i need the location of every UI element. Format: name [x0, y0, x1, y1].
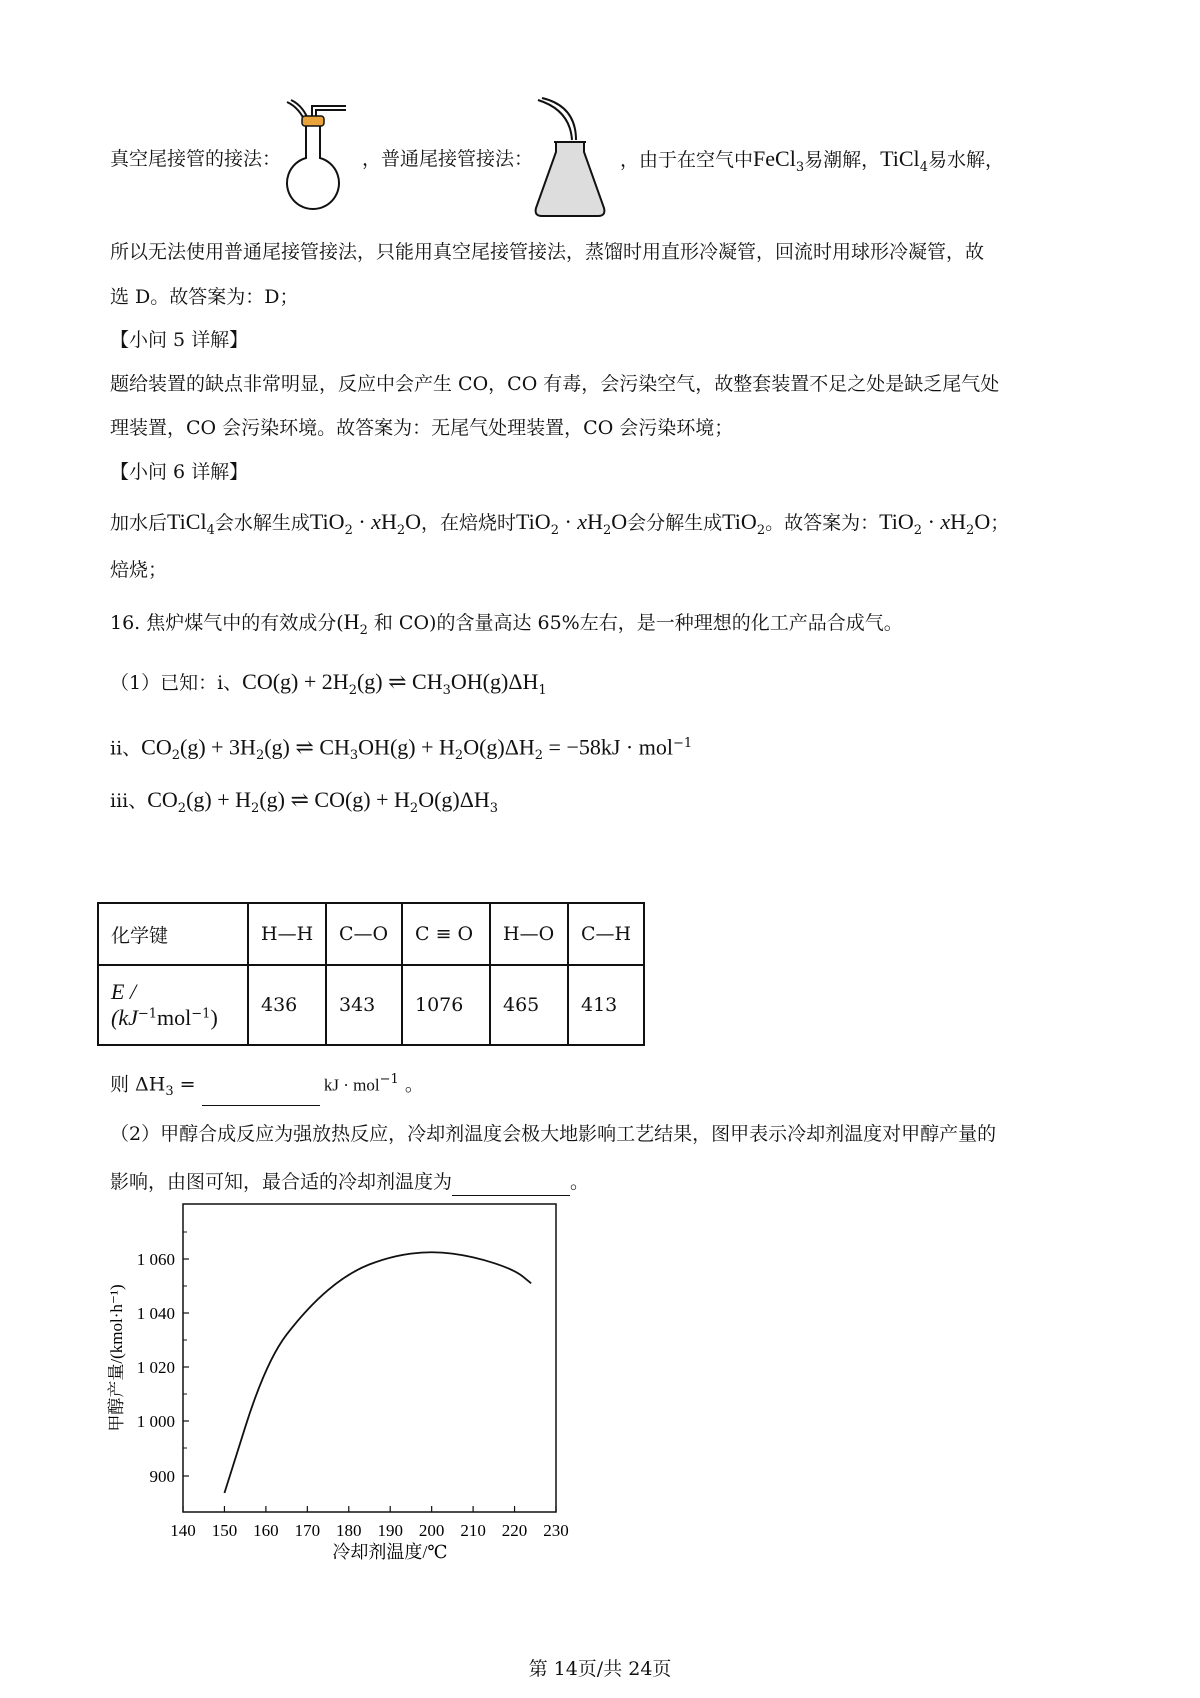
x-tick-label: 180 — [336, 1521, 362, 1540]
x-tick-label: 140 — [170, 1521, 196, 1540]
equation-ii: ii、$CO_2(g) + 3H_2(g)$ ⇌ $CH_3OH(g) + H_2O(g)\Delta H_2 = -58kJ \cdot mol^{-1}$ — [110, 734, 693, 764]
paragraph-line: 焙烧； — [110, 559, 168, 581]
vacuum-adapter-flask-icon — [282, 98, 352, 220]
x-tick-label: 210 — [460, 1521, 486, 1540]
y-tick-label: 1 040 — [136, 1304, 175, 1323]
table-cell: 436 — [248, 965, 326, 1045]
paragraph-line: 理装置，CO 会污染环境。故答案为：无尾气处理装置，CO 会污染环境； — [110, 417, 734, 439]
plot-frame — [183, 1204, 556, 1512]
x-tick-label: 150 — [211, 1521, 238, 1540]
table-header-cell: 化学键 — [98, 903, 248, 965]
table-cell: 343 — [326, 965, 402, 1045]
delta-h3-blank-line: 则 $\Delta H_3$ = kJ · mol$^{-1}$ 。 — [110, 1066, 424, 1106]
x-tick-label: 230 — [543, 1521, 569, 1540]
table-header-cell: C—O — [326, 903, 402, 965]
table-cell: 1076 — [402, 965, 490, 1045]
paragraph-line: 所以无法使用普通尾接管接法，只能用真空尾接管接法，蒸馏时用直形冷凝管，回流时用球形冷凝管，故 — [110, 241, 985, 263]
table-header-cell: H—O — [490, 903, 568, 965]
paragraph-line: （2）甲醇合成反应为强放热反应，冷却剂温度会极大地影响工艺结果，图甲表示冷却剂温度对甲醇产量的 — [110, 1123, 997, 1145]
y-tick-label: 1 060 — [136, 1250, 175, 1269]
equation-iii: iii、$CO_2(g) + H_2(g)$ ⇌ $CO(g) + H_2O(g)\Delta H_3$ — [110, 787, 499, 816]
table-header-cell: H—H — [248, 903, 326, 965]
y-axis-label: 甲醇产量/(kmol·h⁻¹) — [107, 1284, 126, 1432]
x-tick-label: 200 — [418, 1521, 445, 1540]
x-tick-label: 220 — [501, 1521, 528, 1540]
bond-energy-table — [97, 902, 645, 1046]
methanol-output-chart — [100, 1196, 600, 1566]
table-cell: 413 — [568, 965, 644, 1045]
series-line — [224, 1252, 531, 1493]
x-tick-label: 160 — [253, 1521, 279, 1540]
section-heading: 【小问 5 详解】 — [110, 329, 249, 351]
y-tick-label: 1 000 — [136, 1412, 175, 1431]
paragraph-line: 影响，由图可知，最合适的冷却剂温度为 。 — [110, 1168, 589, 1196]
table-header-cell: C—H — [568, 903, 644, 965]
x-tick-label: 170 — [294, 1521, 321, 1540]
erlenmeyer-flask-icon — [530, 96, 610, 220]
equation-i: （1）已知：i、$CO(g) + 2H_2(g)$ ⇌ $CH_3OH(g)\Delta H_1$ — [110, 669, 547, 698]
x-axis-label: 冷却剂温度/℃ — [332, 1542, 448, 1562]
page-footer: 第 14页/共 24页 — [528, 1658, 672, 1680]
table-cell: 465 — [490, 965, 568, 1045]
table-header-cell: C ≡ O — [402, 903, 490, 965]
table-row — [98, 965, 644, 1045]
question-16: 16. 焦炉煤气中的有效成分($H_2$ 和 CO)的含量高达 65%左右，是一种理想的化工产品合成气。 — [110, 609, 903, 638]
line1-tail: ，由于在空气中FeCl$_3$易潮解，TiCl$_4$易水解， — [620, 146, 1004, 175]
line-apparatus: 真空尾接管的接法： — [110, 148, 282, 170]
table-row — [98, 903, 644, 965]
x-tick-label: 190 — [377, 1521, 403, 1540]
section-heading: 【小问 6 详解】 — [110, 461, 249, 483]
row-label-cell: E / $(kJ^{-1}mol^{-1})$ — [98, 965, 248, 1045]
answer-blank[interactable] — [202, 1105, 320, 1106]
y-tick-label: 1 020 — [136, 1358, 175, 1377]
paragraph-line: 加水后TiCl$_4$会水解生成$TiO_2 \cdot xH_2O$，在焙烧时$TiO_2 \cdot xH_2O$会分解生成TiO$_2$。故答案为：$TiO_2 \cdot xH_2O$； — [110, 509, 1010, 538]
paragraph-line: 选 D。故答案为：D； — [110, 286, 299, 308]
paragraph-line: 题给装置的缺点非常明显，反应中会产生 CO，CO 有毒，会污染空气，故整套装置不足之处是缺乏尾气处 — [110, 373, 1000, 395]
y-tick-label: 900 — [149, 1467, 175, 1486]
